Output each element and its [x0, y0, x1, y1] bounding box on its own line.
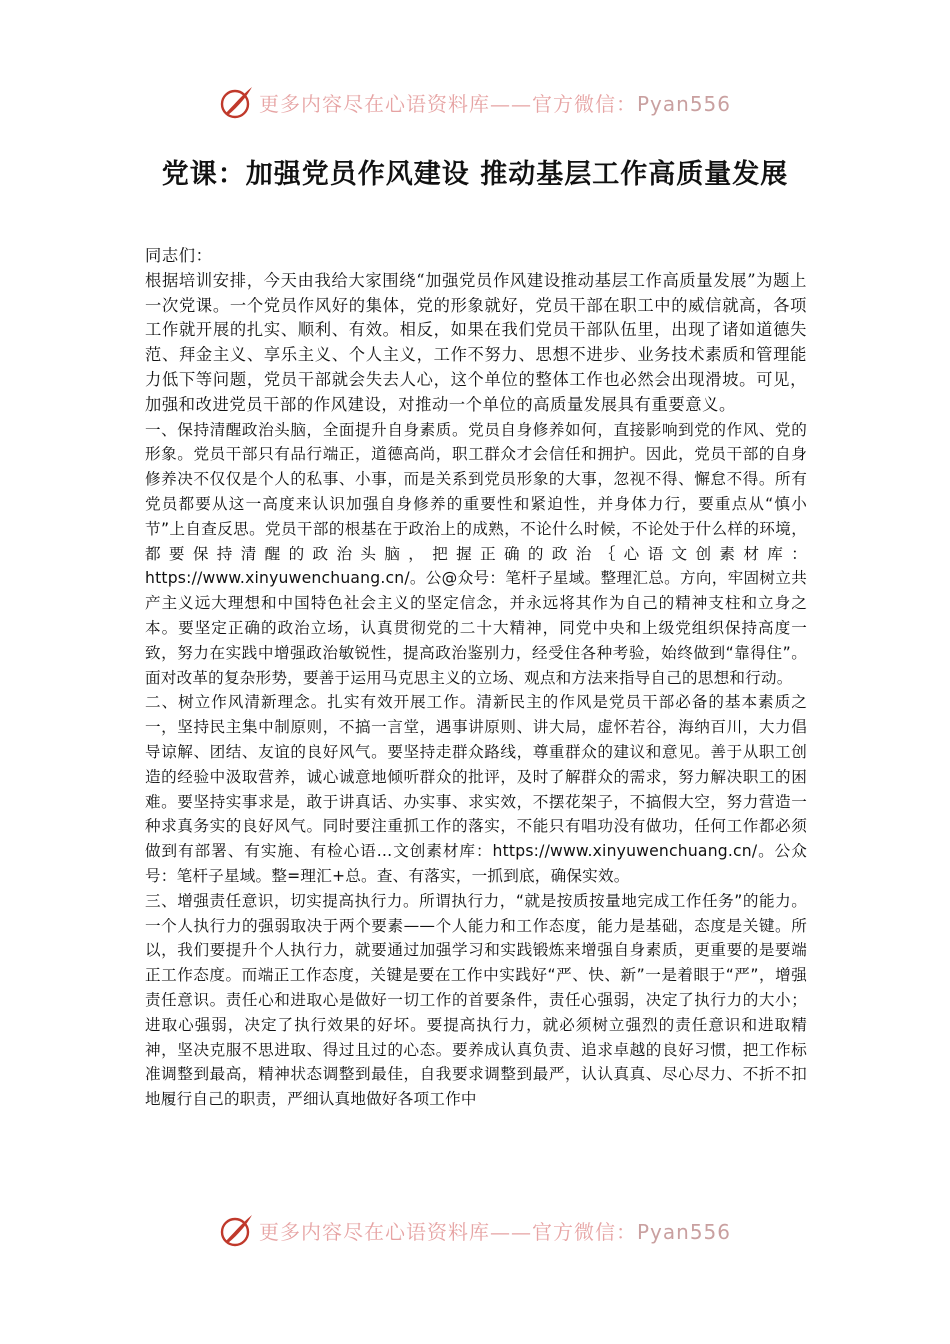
- header-watermark-banner: [0, 82, 950, 122]
- section-three-paragraph: 三、增强责任意识，切实提高执行力。所谓执行力，“就是按质按量地完成工作任务”的能力。一个人执行力的强弱取决于两个要素——个人能力和工作态度，能力是基础，态度是关键。所以，我们要提升个人执行力，就要通过加强学习和实践锻炼来增强自身素质，更重要的是要端正工作态度。而端正工作态度，关键是要在工作中实践好“严、快、新”一是着眼于“严”，增强责任意识。责任心和进取心是做好一切工作的首要条件，责任心强弱，决定了执行力的大小；进取心强弱，决定了执行效果的好坏。要提高执行力，就必须树立强烈的责任意识和进取精神，坚决克服不思进取、得过且过的心态。要养成认真负责、追求卓越的良好习惯，把工作标准调整到最高，精神状态调整到最佳，自我要求调整到最严，认认真真、尽心尽力、不折不扣地履行自己的职责，严细认真地做好各项工作中: [145, 891, 807, 1109]
- quill-logo-icon: [219, 84, 255, 120]
- section-two-paragraph: 二、树立作风清新理念。扎实有效开展工作。清新民主的作风是党员干部必备的基本素质之一，坚持民主集中制原则，不搞一言堂，遇事讲原则、讲大局，虚怀若谷，海纳百川，大力倡导谅解、团结、友谊的良好风气。要坚持走群众路线，尊重群众的建议和意见。善于从职工创造的经验中汲取营养，诚心诚意地倾听群众的批评，及时了解群众的需求，努力解决职工的困难。要坚持实事求是，敢于讲真话、办实事、求实效，不摆花架子，不搞假大空，努力营造一种求真务实的良好风气。同时要注重抓工作的落实，不能只有唱功没有做功，任何工作都必须做到有部署、有实施、有检心语…文创素材库：https://www.xinyuwenchuang.cn/。公众号：笔杆子星域。整=理汇+总。查、有落实，一抓到底，确保实效。: [145, 693, 807, 885]
- document-body: [145, 244, 807, 1112]
- banner-wechat-handle: Pyan556: [636, 1219, 731, 1244]
- banner-text: 更多内容尽在心语资料库——官方微信：Pyan556: [258, 1219, 731, 1244]
- quill-logo-icon: [219, 1212, 255, 1248]
- footer-watermark-banner: [0, 1210, 950, 1250]
- page-title: 党课：加强党员作风建设 推动基层工作高质量发展: [161, 159, 789, 190]
- intro-paragraph: 根据培训安排，今天由我给大家围绕“加强党员作风建设推动基层工作高质量发展”为题上一次党课。一个党员作风好的集体，党的形象就好，党员干部在职工中的威信就高，各项工作就开展的扎实、顺利、有效。相反，如果在我们党员干部队伍里，出现了诸如道德失范、拜金主义、享乐主义、个人主义，工作不努力、思想不进步、业务技术素质和管理能力低下等问题，党员干部就会失去人心，这个单位的整体工作也必然会出现滑坡。可见，加强和改进党员干部的作风建设，对推动一个单位的高质量发展具有重要意义。: [145, 270, 807, 414]
- banner-text: 更多内容尽在心语资料库——官方微信：Pyan556: [258, 91, 731, 116]
- banner-wechat-handle: Pyan556: [636, 91, 731, 116]
- section-one-paragraph: 一、保持清醒政治头脑，全面提升自身素质。党员自身修养如何，直接影响到党的作风、党的形象。党员干部只有品行端正，道德高尚，职工群众才会信任和拥护。因此，党员干部的自身修养决不仅仅是个人的私事、小事，而是关系到党员形象的大事，忽视不得、懈怠不得。所有党员都要从这一高度来认识加强自身修养的重要性和紧迫性，并身体力行，要重点从“慎小节”上自查反思。党员干部的根基在于政治上的成熟，不论什么时候，不论处于什么样的环境，都要保持清醒的政治头脑，把握正确的政治｛心语文创素材库：https://www.xinyuwenchuang.cn/。公@众号：笔杆子星域。整理汇总。方向，牢固树立共产主义远大理想和中国特色社会主义的坚定信念，并永远将其作为自己的精神支柱和立身之本。要坚定正确的政治立场，认真贯彻党的二十大精神，同党中央和上级党组织保持高度一致，努力在实践中增强政治敏锐性，提高政治鉴别力，经受住各种考验，始终做到“靠得住”。面对改革的复杂形势，要善于运用马克思主义的立场、观点和方法来指导自己的思想和行动。: [145, 420, 807, 687]
- salutation: 同志们：: [145, 246, 213, 265]
